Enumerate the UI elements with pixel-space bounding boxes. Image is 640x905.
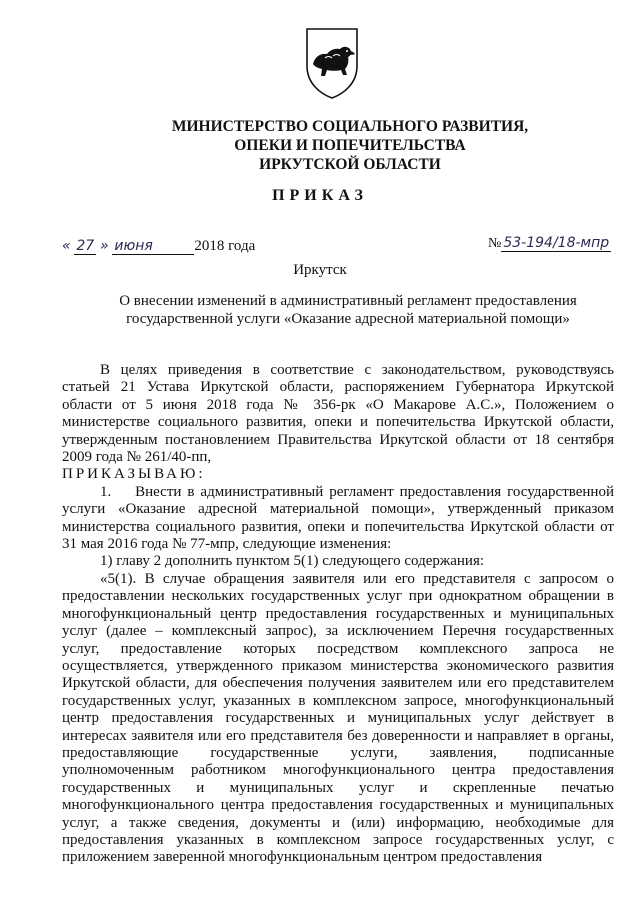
- ministry-name: [160, 117, 540, 174]
- quoted-clause-paragraph: «5(1). В случае обращения заявителя или его представителя с запросом о предоставлении нескольких государственных услуг при однократном обращении в многофункциональный центр предоставления государственных и муниципальных услуг (далее – комплексный запрос), за исключением Перечня государственных услуг, предоставление которых посредством комплексного запроса не осуществляется, утвержденного приказом министерства экономического развития Иркутской области, для обеспечения получения заявителем или его представителем государственных услуг, указанных в комплексном запросе, многофункциональный центр предоставления государственных и муниципальных услуг действует в интересах заявителя или его представителя без доверенности и направляет в органы, предоставляющие государственные услуги, заявления, подписанные уполномоченным работником многофункционального центра предоставления государственных и муниципальных услуг и скрепленные печатью многофункционального центра предоставления государственных и муниципальных услуг, а также сведения, документы и (или) информацию, необходимые для предоставления указанных в комплексном запросе государственных услуг, с приложением заверенной многофункциональным центром предоставления: [62, 570, 614, 866]
- ministry-line-1: МИНИСТЕРСТВО СОЦИАЛЬНОГО РАЗВИТИЯ,: [171, 118, 529, 135]
- date-day: 27: [76, 238, 95, 254]
- order-word: ПРИКАЗЫВАЮ:: [62, 466, 206, 483]
- date-year: 2018 года: [194, 238, 256, 254]
- order-number: [488, 235, 611, 252]
- date-close-quote: »: [99, 238, 109, 254]
- ministry-line-2: ОПЕКИ И ПОПЕЧИТЕЛЬСТВА: [234, 137, 466, 154]
- coat-of-arms-icon: [303, 26, 361, 100]
- preamble-paragraph: В целях приведения в соответствие с законодательством, руководствуясь статьей 21 Устава Иркутской области, распоряжением Губернатора Иркутской области от 5 июня 2018 года № 356-рк «О Макарове А.С.», Положением о министерстве социального развития, опеки и попечительства Иркутской области, утвержденным постановлением Правительства Иркутской области от 18 сентября 2009 года № 261/40-пп,: [62, 362, 614, 466]
- order-number-prefix: №: [488, 236, 502, 251]
- date-month: июня: [112, 238, 194, 255]
- order-subject: О внесении изменений в административный регламент предоставления государственной услуги «Оказание адресной материальной помощи»: [119, 293, 577, 327]
- item-1-paragraph: 1. Внести в административный регламент предоставления государственной услуги «Оказание адресной материальной помощи», утвержденный приказом министерства социального развития, опеки и попечительства Иркутской области от 31 мая 2016 года № 77-мпр, следующие изменения:: [62, 483, 618, 553]
- order-body: [62, 362, 618, 867]
- date-open-quote: «: [62, 238, 71, 254]
- order-date: [62, 238, 255, 255]
- city: Иркутск: [293, 262, 347, 278]
- ministry-line-3: ИРКУТСКОЙ ОБЛАСТИ: [259, 156, 441, 173]
- item-1-1-paragraph: 1) главу 2 дополнить пунктом 5(1) следующего содержания:: [100, 553, 485, 570]
- order-title: ПРИКАЗ: [272, 187, 368, 204]
- order-number-value: 53-194/18-мпр: [503, 235, 610, 251]
